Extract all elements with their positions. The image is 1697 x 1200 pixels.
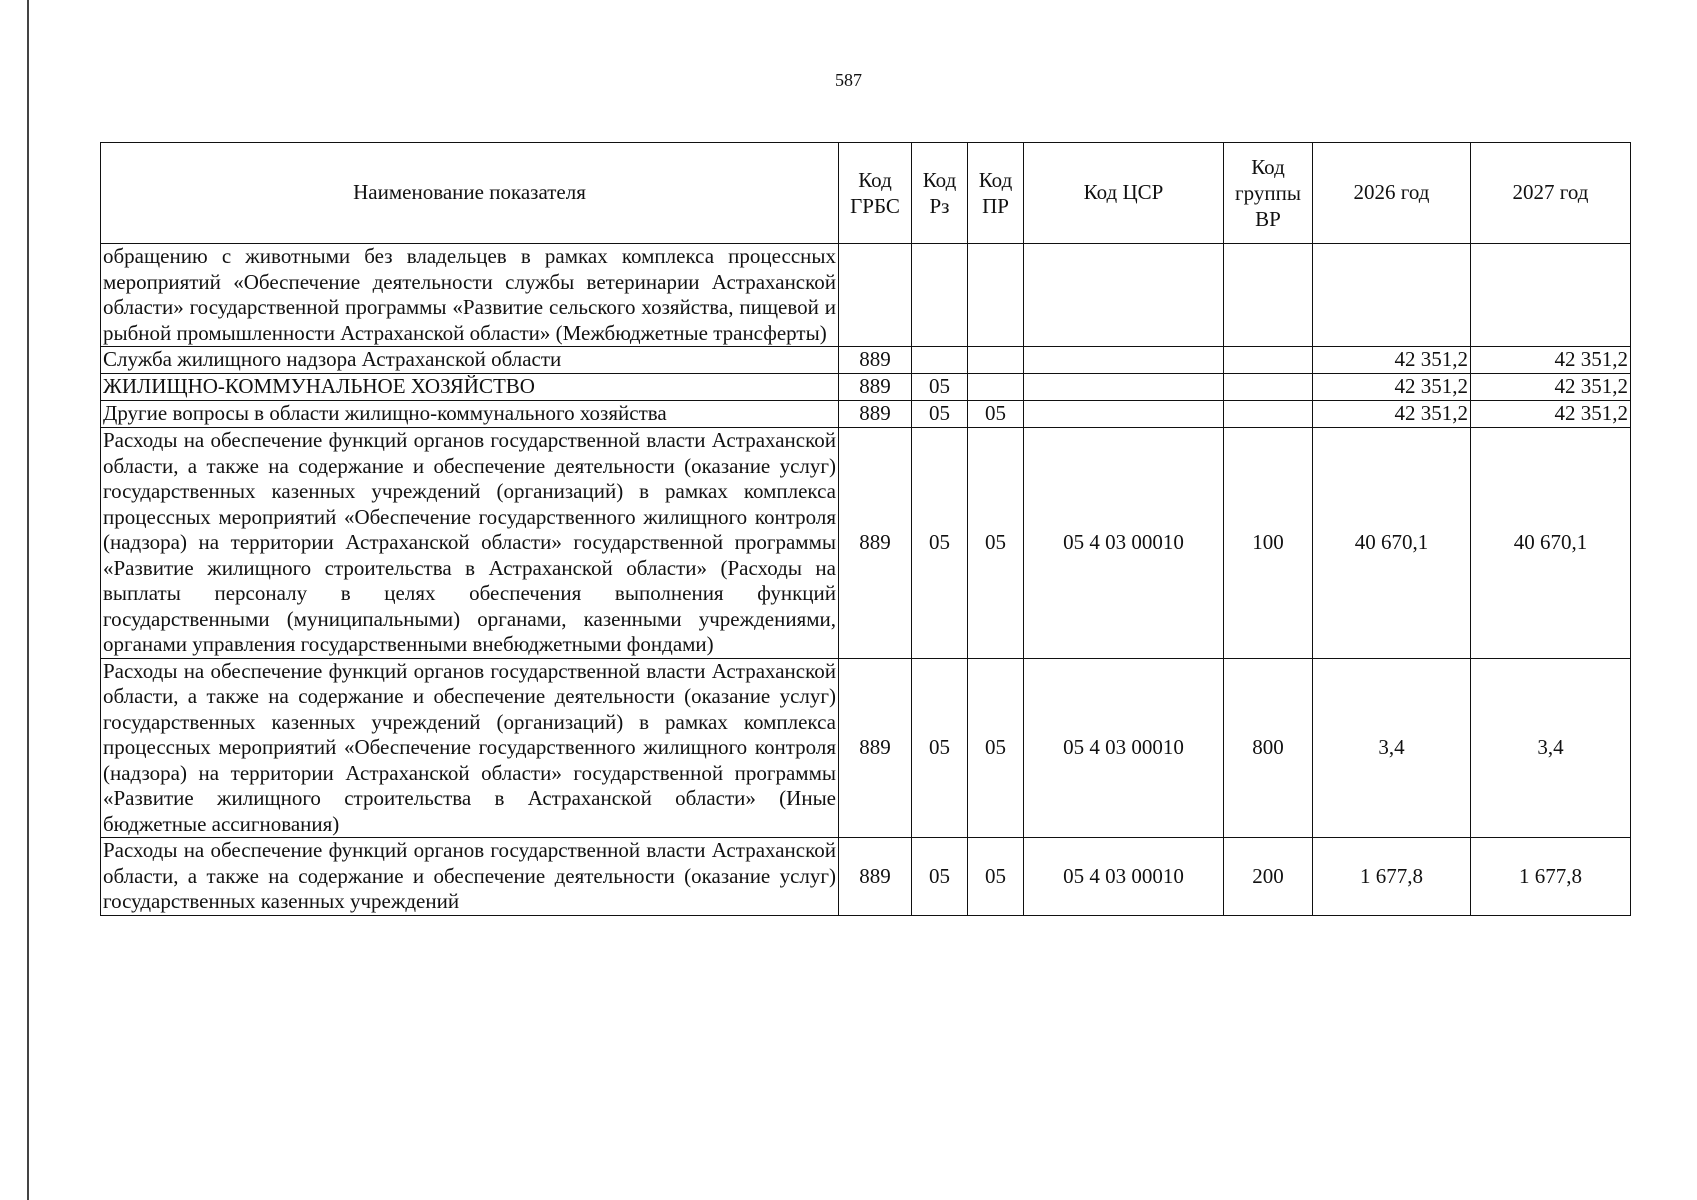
row-2027: 1 677,8 — [1471, 838, 1631, 916]
row-name: Расходы на обеспечение функций органов государственной власти Астраханской области, а также на содержание и обеспечение деятельности (оказание услуг) государственных казенных учреждений — [101, 838, 839, 916]
row-pr — [968, 244, 1024, 347]
table-row — [101, 838, 1631, 916]
header-rz-line: Код — [922, 168, 957, 192]
page-number: 587 — [835, 70, 862, 90]
row-2026: 3,4 — [1313, 658, 1471, 838]
header-name: Наименование показателя — [101, 143, 839, 244]
row-2027 — [1471, 244, 1631, 347]
header-vr — [1224, 143, 1313, 244]
header-pr — [968, 143, 1024, 244]
row-csr: 05 4 03 00010 — [1024, 838, 1224, 916]
row-vr — [1224, 347, 1313, 374]
header-vr-line: Код — [1251, 155, 1285, 179]
row-2027: 40 670,1 — [1471, 428, 1631, 659]
row-grbs — [839, 244, 912, 347]
row-vr: 100 — [1224, 428, 1313, 659]
row-vr — [1224, 244, 1313, 347]
row-rz — [912, 244, 968, 347]
row-csr — [1024, 244, 1224, 347]
row-rz: 05 — [912, 838, 968, 916]
row-2027: 42 351,2 — [1471, 374, 1631, 401]
row-2026: 1 677,8 — [1313, 838, 1471, 916]
row-pr — [968, 347, 1024, 374]
header-vr-line: группы — [1235, 181, 1301, 205]
table-header-row — [101, 143, 1631, 244]
row-rz: 05 — [912, 374, 968, 401]
header-grbs-line: ГРБС — [850, 194, 900, 218]
row-pr: 05 — [968, 838, 1024, 916]
row-grbs: 889 — [839, 428, 912, 659]
budget-table — [100, 142, 1631, 916]
header-2026: 2026 год — [1313, 143, 1471, 244]
header-grbs-line: Код — [858, 168, 892, 192]
row-2026: 40 670,1 — [1313, 428, 1471, 659]
header-vr-line: ВР — [1255, 207, 1281, 231]
row-rz: 05 — [912, 401, 968, 428]
header-csr: Код ЦСР — [1024, 143, 1224, 244]
row-2026 — [1313, 244, 1471, 347]
header-rz-line: Рз — [929, 194, 950, 218]
row-2026: 42 351,2 — [1313, 401, 1471, 428]
header-pr-line: Код — [978, 168, 1013, 192]
row-2027: 42 351,2 — [1471, 347, 1631, 374]
row-vr: 800 — [1224, 658, 1313, 838]
row-grbs: 889 — [839, 374, 912, 401]
table-row — [101, 374, 1631, 401]
row-name: Служба жилищного надзора Астраханской области — [101, 347, 839, 374]
row-2026: 42 351,2 — [1313, 347, 1471, 374]
row-vr — [1224, 374, 1313, 401]
header-2027: 2027 год — [1471, 143, 1631, 244]
table-row — [101, 244, 1631, 347]
row-2026: 42 351,2 — [1313, 374, 1471, 401]
row-name: ЖИЛИЩНО-КОММУНАЛЬНОЕ ХОЗЯЙСТВО — [101, 374, 839, 401]
table-row — [101, 428, 1631, 659]
row-2027: 42 351,2 — [1471, 401, 1631, 428]
row-name: Другие вопросы в области жилищно-коммунального хозяйства — [101, 401, 839, 428]
row-pr — [968, 374, 1024, 401]
header-rz — [912, 143, 968, 244]
header-pr-line: ПР — [982, 194, 1009, 218]
row-csr — [1024, 374, 1224, 401]
header-grbs — [839, 143, 912, 244]
row-grbs: 889 — [839, 401, 912, 428]
row-pr: 05 — [968, 401, 1024, 428]
row-pr: 05 — [968, 658, 1024, 838]
row-pr: 05 — [968, 428, 1024, 659]
row-name: Расходы на обеспечение функций органов государственной власти Астраханской области, а также на содержание и обеспечение деятельности (оказание услуг) государственных казенных учреждений (организаций) в рамках комплекса процессных мероприятий «Обеспечение государственного жилищного контроля (надзора) на территории Астраханской области» государственной программы «Развитие жилищного строительства в Астраханской области» (Расходы на выплаты персоналу в целях обеспечения выполнения функций государственными (муниципальными) органами, казенными учреждениями, органами управления государственными внебюджетными фондами) — [101, 428, 839, 659]
row-grbs: 889 — [839, 347, 912, 374]
row-2027: 3,4 — [1471, 658, 1631, 838]
table-row — [101, 347, 1631, 374]
row-grbs: 889 — [839, 658, 912, 838]
row-csr: 05 4 03 00010 — [1024, 428, 1224, 659]
row-rz: 05 — [912, 428, 968, 659]
scan-binding-edge — [27, 0, 29, 1200]
row-csr — [1024, 347, 1224, 374]
row-vr — [1224, 401, 1313, 428]
row-name: обращению с животными без владельцев в рамках комплекса процессных мероприятий «Обеспечение деятельности службы ветеринарии Астраханской области» государственной программы «Развитие сельского хозяйства, пищевой и рыбной промышленности Астраханской области» (Межбюджетные трансферты) — [101, 244, 839, 347]
row-grbs: 889 — [839, 838, 912, 916]
row-name: Расходы на обеспечение функций органов государственной власти Астраханской области, а также на содержание и обеспечение деятельности (оказание услуг) государственных казенных учреждений (организаций) в рамках комплекса процессных мероприятий «Обеспечение государственного жилищного контроля (надзора) на территории Астраханской области» государственной программы «Развитие жилищного строительства в Астраханской области» (Иные бюджетные ассигнования) — [101, 658, 839, 838]
row-csr: 05 4 03 00010 — [1024, 658, 1224, 838]
row-vr: 200 — [1224, 838, 1313, 916]
row-csr — [1024, 401, 1224, 428]
row-rz: 05 — [912, 658, 968, 838]
table-row — [101, 401, 1631, 428]
row-rz — [912, 347, 968, 374]
table-row — [101, 658, 1631, 838]
